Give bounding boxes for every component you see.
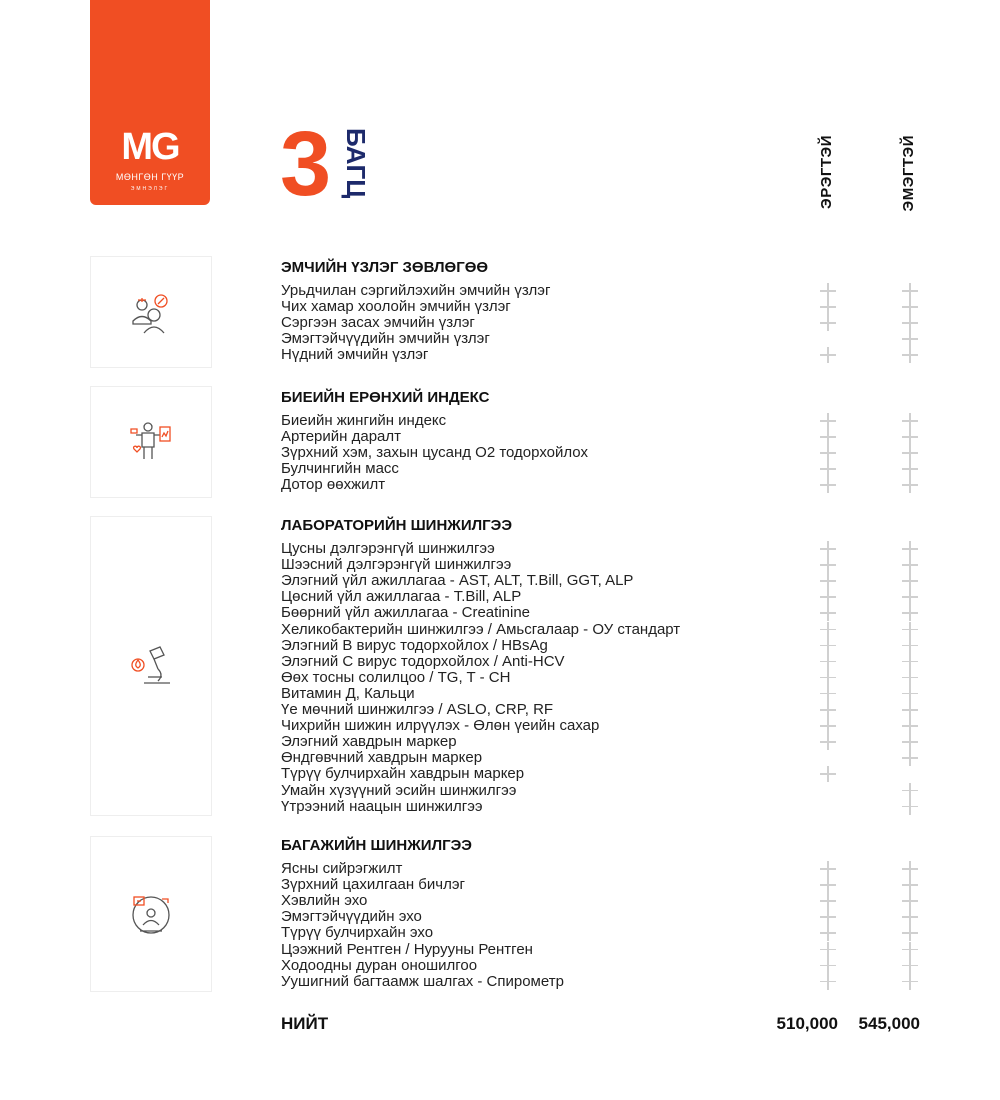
- service-item: Цусны дэлгэрэнгүй шинжилгээ: [281, 540, 495, 557]
- total-price-male: 510,000: [776, 1014, 838, 1033]
- section-title: БИЕИЙН ЕРӨНХИЙ ИНДЕКС: [281, 389, 490, 406]
- included-mark-female: [902, 893, 918, 909]
- included-mark-male: [820, 670, 836, 686]
- included-mark-female: [902, 670, 918, 686]
- included-mark-female: [902, 557, 918, 573]
- included-mark-female: [902, 315, 918, 331]
- service-item: Түрүү булчирхайн эхо: [281, 924, 434, 942]
- service-item: Витамин Д, Кальци: [281, 684, 415, 702]
- logo-subtitle: ЭМНЭЛЭГ: [130, 186, 170, 192]
- service-item: Шээсний дэлгэрэнгүй шинжилгээ: [281, 556, 512, 574]
- section-title: БАГАЖИЙН ШИНЖИЛГЭЭ: [281, 837, 472, 854]
- included-mark-female: [902, 942, 918, 958]
- section-icon-box: [90, 256, 212, 368]
- included-mark-female: [902, 783, 918, 799]
- section-title: ЭМЧИЙН ҮЗЛЭГ ЗӨВЛӨГӨӨ: [281, 259, 489, 276]
- section-icon-box: [90, 516, 212, 816]
- service-item: Ходоодны дуран оношилгоо: [281, 956, 478, 974]
- included-mark-male: [820, 557, 836, 573]
- included-mark-male: [820, 622, 836, 638]
- included-mark-male: [820, 909, 836, 925]
- section-icon-box: [90, 386, 212, 498]
- included-mark-female: [902, 331, 918, 347]
- included-mark-female: [902, 861, 918, 877]
- included-mark-male: [820, 541, 836, 557]
- included-mark-female: [902, 573, 918, 589]
- included-mark-male: [820, 877, 836, 893]
- service-item: Ясны сийрэгжилт: [281, 860, 403, 877]
- included-mark-female: [902, 589, 918, 605]
- service-item: Цөсний үйл ажиллагаа - T.Bill, ALP: [281, 588, 522, 606]
- included-mark-female: [902, 477, 918, 493]
- included-mark-male: [820, 861, 836, 877]
- included-mark-female: [902, 347, 918, 363]
- service-item: Эмэгтэйчүүдийн эмчийн үзлэг: [281, 330, 490, 348]
- service-item: Зүрхний хэм, захын цусанд O2 тодорхойлох: [281, 444, 588, 462]
- column-header-male: ЭРЭГТЭЙ: [818, 135, 835, 209]
- included-mark-male: [820, 686, 836, 702]
- included-mark-male: [820, 429, 836, 445]
- service-item: Хеликобактерийн шинжилгээ / Амьсгалаар - ОУ стандарт: [281, 620, 681, 638]
- included-mark-male: [820, 315, 836, 331]
- service-item: Цээжний Рентген / Нурууны Рентген: [281, 940, 533, 958]
- included-mark-male: [820, 925, 836, 941]
- ultrasound-icon: [128, 891, 174, 937]
- included-mark-male: [820, 893, 836, 909]
- doctor-consultation-icon: [128, 289, 174, 335]
- service-item: Чихрийн шижин илрүүлэх - Өлөн үеийн сахар: [281, 717, 600, 735]
- included-mark-female: [902, 445, 918, 461]
- included-mark-male: [820, 283, 836, 299]
- section-title: ЛАБОРАТОРИЙН ШИНЖИЛГЭЭ: [281, 517, 512, 534]
- included-mark-male: [820, 766, 836, 782]
- service-item: Чих хамар хоолойн эмчийн үзлэг: [281, 298, 511, 316]
- service-item: Нүдний эмчийн үзлэг: [281, 346, 429, 364]
- service-item: Элэгний В вирус тодорхойлох / HBsAg: [281, 636, 548, 654]
- service-item: Умайн хүзүүний эсийн шинжилгээ: [281, 781, 517, 799]
- logo-name: МӨНГӨН ГҮҮР: [115, 172, 185, 182]
- included-mark-female: [902, 909, 918, 925]
- service-item: Элэгний үйл ажиллагаа - AST, ALT, T.Bill, GGT, ALP: [281, 572, 634, 590]
- included-mark-male: [820, 445, 836, 461]
- included-mark-female: [902, 413, 918, 429]
- included-mark-female: [902, 605, 918, 621]
- included-mark-female: [902, 974, 918, 990]
- included-mark-female: [902, 799, 918, 815]
- included-mark-male: [820, 654, 836, 670]
- included-mark-male: [820, 589, 836, 605]
- total-label: НИЙТ: [281, 1014, 329, 1033]
- service-item: Бөөрний үйл ажиллагаа - Creatinine: [281, 604, 531, 622]
- included-mark-male: [820, 573, 836, 589]
- included-mark-female: [902, 702, 918, 718]
- included-mark-male: [820, 347, 836, 363]
- service-item: Үтрээний наацын шинжилгээ: [281, 797, 483, 815]
- service-item: Элэгний хавдрын маркер: [281, 733, 457, 751]
- service-item: Зүрхний цахилгаан бичлэг: [281, 876, 465, 894]
- included-mark-female: [902, 750, 918, 766]
- included-mark-female: [902, 654, 918, 670]
- service-item: Уушигний багтаамж шалгах - Спирометр: [281, 972, 564, 990]
- section-icon-box: [90, 836, 212, 992]
- total-price-female: 545,000: [858, 1014, 920, 1033]
- body-index-icon: [128, 419, 174, 465]
- service-item: Эмэгтэйчүүдийн эхо: [281, 908, 422, 926]
- included-mark-female: [902, 283, 918, 299]
- included-mark-male: [820, 974, 836, 990]
- included-mark-female: [902, 541, 918, 557]
- logo-letters: MG: [121, 126, 179, 168]
- included-mark-female: [902, 958, 918, 974]
- package-number: 3: [280, 113, 328, 215]
- brand-logo: [90, 0, 210, 205]
- service-item: Үе мөчний шинжилгээ / ASLO, CRP, RF: [281, 701, 554, 718]
- service-item: Урьдчилан сэргийлэхийн эмчийн үзлэг: [281, 282, 551, 299]
- included-mark-female: [902, 638, 918, 654]
- included-mark-male: [820, 605, 836, 621]
- included-mark-female: [902, 686, 918, 702]
- included-mark-male: [820, 718, 836, 734]
- included-mark-male: [820, 413, 836, 429]
- service-item: Түрүү булчирхайн хавдрын маркер: [281, 765, 525, 783]
- included-mark-male: [820, 958, 836, 974]
- microscope-icon: [128, 643, 174, 689]
- service-item: Биеийн жингийн индекс: [281, 412, 447, 429]
- included-mark-female: [902, 299, 918, 315]
- included-mark-female: [902, 622, 918, 638]
- included-mark-female: [902, 734, 918, 750]
- service-item: Өөх тосны солилцоо / TG, T - CH: [281, 668, 511, 686]
- included-mark-male: [820, 299, 836, 315]
- included-mark-male: [820, 702, 836, 718]
- service-item: Хэвлийн эхо: [281, 892, 368, 910]
- included-mark-male: [820, 461, 836, 477]
- included-mark-male: [820, 734, 836, 750]
- column-header-female: ЭМЭГТЭЙ: [900, 135, 917, 212]
- included-mark-female: [902, 877, 918, 893]
- included-mark-male: [820, 638, 836, 654]
- included-mark-female: [902, 718, 918, 734]
- service-item: Сэргээн засах эмчийн үзлэг: [281, 314, 475, 332]
- service-item: Өндгөвчний хавдрын маркер: [281, 749, 483, 767]
- service-item: Дотор өөхжилт: [281, 476, 386, 494]
- included-mark-female: [902, 461, 918, 477]
- package-word: БАГЦ: [341, 128, 371, 199]
- service-item: Булчингийн масс: [281, 460, 399, 478]
- service-item: Элэгний С вирус тодорхойлох / Anti-HCV: [281, 652, 565, 670]
- included-mark-male: [820, 477, 836, 493]
- service-item: Артерийн даралт: [281, 428, 402, 446]
- included-mark-female: [902, 925, 918, 941]
- included-mark-female: [902, 429, 918, 445]
- included-mark-male: [820, 942, 836, 958]
